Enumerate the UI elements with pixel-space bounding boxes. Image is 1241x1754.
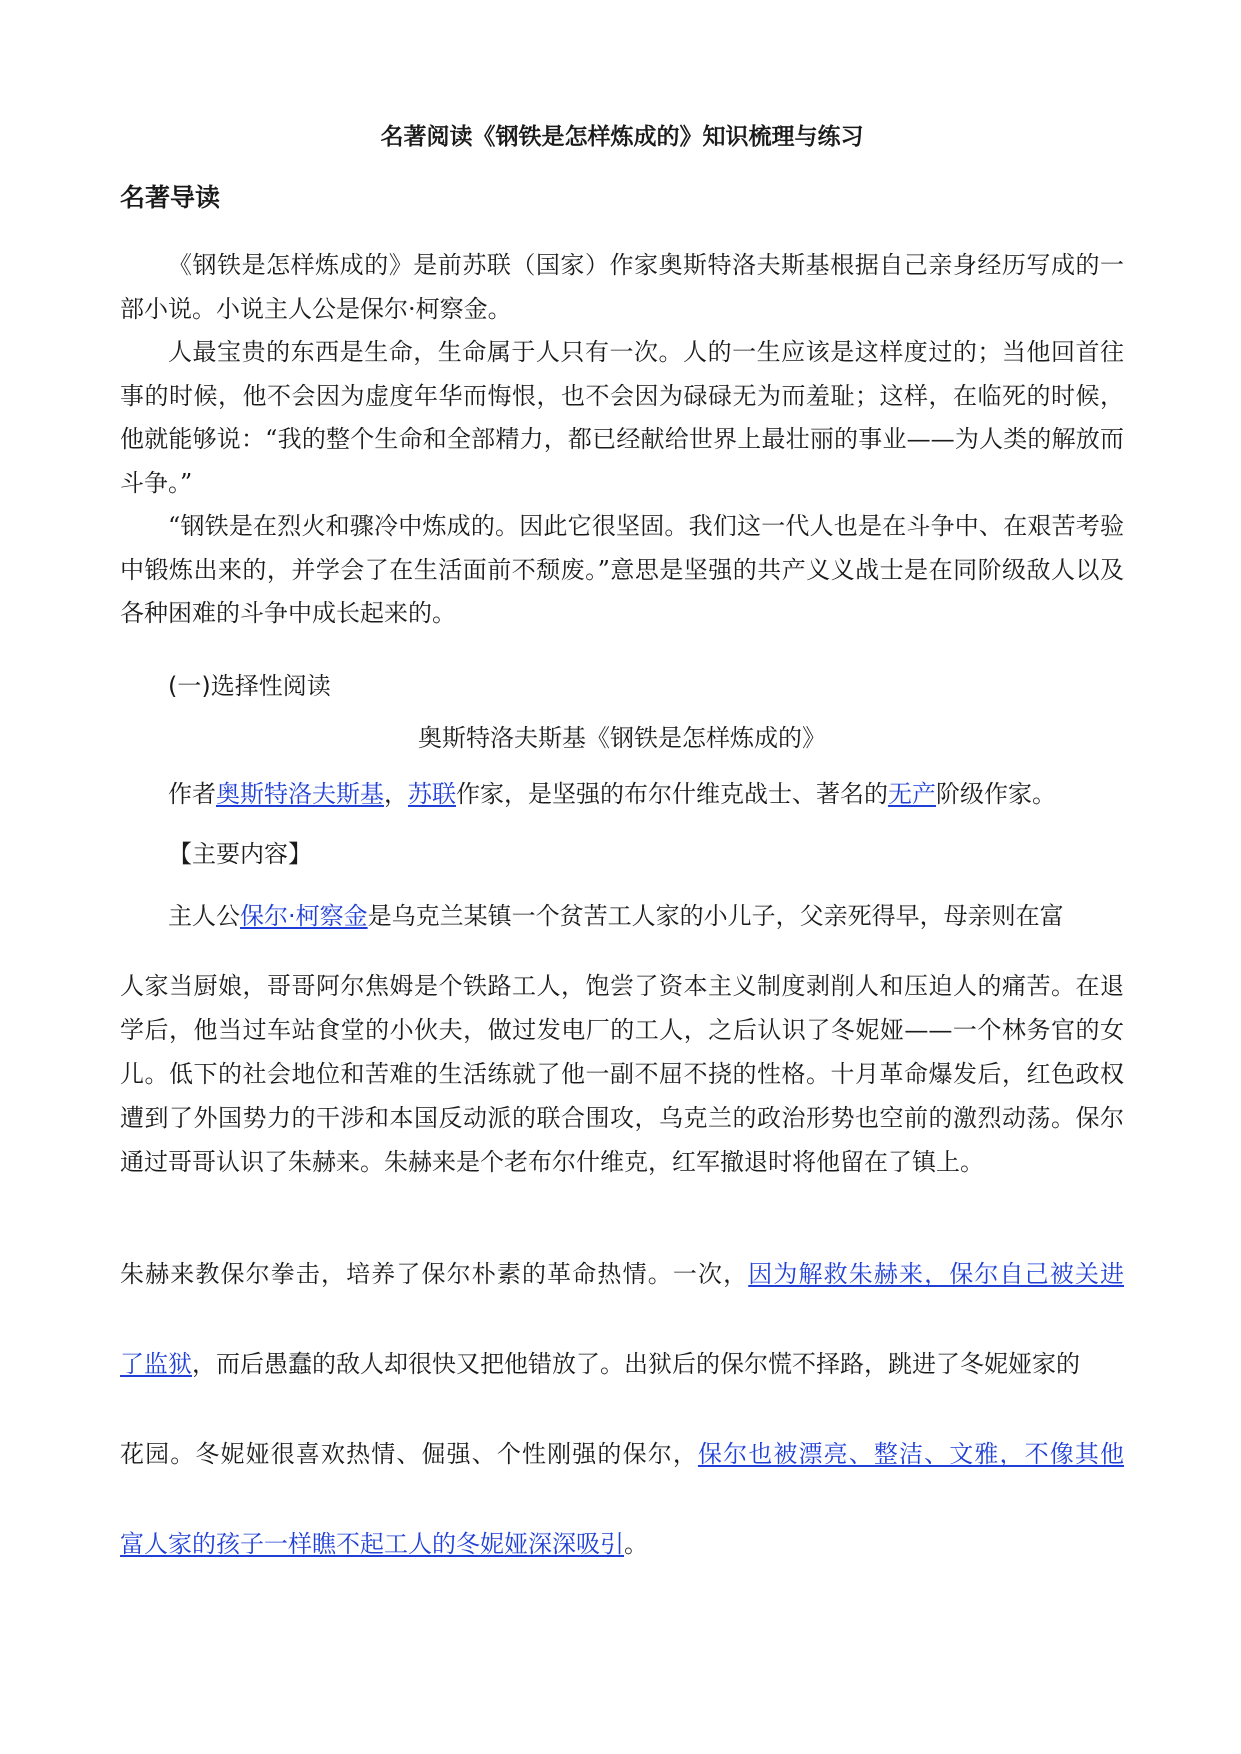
intro-paragraph-2: 人最宝贵的东西是生命，生命属于人只有一次。人的一生应该是这样度过的；当他回首往事的时候，他不会因为虚度年华而悔恨，也不会因为碌碌无为而羞耻；这样，在临死的时候，他就能够说：“我的整个生命和全部精力，都已经献给世界上最壮丽的事业——为人类的解放而斗争。” (120, 338, 1124, 497)
attraction-link[interactable]: 保尔也被漂亮、整洁、文雅，不像其他 (697, 1440, 1125, 1468)
content-line-1-prefix: 主人公 (168, 902, 240, 930)
content-line-6 (120, 1526, 648, 1562)
book-heading: 奥斯特洛夫斯基《钢铁是怎样炼成的》 (418, 724, 826, 752)
content-line-3-prefix: 朱赫来教保尔拳击，培养了保尔朴素的革命热情。一次， (120, 1260, 749, 1288)
author-line-suffix: 阶级作家。 (936, 780, 1056, 808)
author-link[interactable]: 奥斯特洛夫斯基 (216, 780, 384, 808)
content-line-5 (120, 1436, 1124, 1472)
section-heading: 名著导读 (120, 183, 221, 212)
content-line-1-suffix: 是乌克兰某镇一个贫苦工人家的小儿子，父亲死得早，母亲则在富 (367, 902, 1064, 930)
content-line-4 (120, 1346, 1080, 1382)
intro-paragraph-1: 《钢铁是怎样炼成的》是前苏联（国家）作家奥斯特洛夫斯基根据自己亲身经历写成的一部小说。小说主人公是保尔·柯察金。 (120, 251, 1124, 323)
content-line-4-suffix: ，而后愚蠢的敌人却很快又把他错放了。出狱后的保尔慌不择路，跳进了冬妮娅家的 (192, 1350, 1080, 1378)
author-line-comma: ， (384, 780, 408, 808)
intro-paragraph-3: “钢铁是在烈火和骤冷中炼成的。因此它很坚固。我们这一代人也是在斗争中、在艰苦考验中锻炼出来的，并学会了在生活面前不颓废。”意思是坚强的共产义义战士是在同阶级敌人以及各种困难的斗争中成长起来的。 (120, 512, 1124, 627)
author-line-prefix: 作者 (168, 780, 216, 808)
content-line-6-suffix: 。 (624, 1530, 648, 1558)
prison-link[interactable]: 了监狱 (120, 1350, 192, 1378)
content-line-3 (120, 1256, 1124, 1292)
country-link[interactable]: 苏联 (408, 780, 456, 808)
content-line-5-prefix: 花园。冬妮娅很喜欢热情、倔强、个性刚强的保尔， (120, 1440, 698, 1468)
tonya-link[interactable]: 富人家的孩子一样瞧不起工人的冬妮娅深深吸引 (120, 1530, 624, 1558)
content-paragraph-2: 人家当厨娘，哥哥阿尔焦姆是个铁路工人，饱尝了资本主义制度剥削人和压迫人的痛苦。在退学后，他当过车站食堂的小伙夫，做过发电厂的工人，之后认识了冬妮娅——一个林务官的女儿。低下的社会地位和苦难的生活练就了他一副不屈不挠的性格。十月革命爆发后，红色政权遭到了外国势力的干涉和本国反动派的联合围攻，乌克兰的政治形势也空前的激烈动荡。保尔通过哥哥认识了朱赫来。朱赫来是个老布尔什维克，红军撤退时将他留在了镇上。 (120, 972, 1124, 1176)
protagonist-link[interactable]: 保尔·柯察金 (240, 902, 368, 930)
author-line-middle: 作家，是坚强的布尔什维克战士、著名的 (456, 780, 888, 808)
author-line (168, 776, 1056, 812)
document-title: 名著阅读《钢铁是怎样炼成的》知识梳理与练习 (380, 124, 864, 150)
subsection-label: (一)选择性阅读 (168, 672, 331, 700)
proletariat-link[interactable]: 无产 (888, 780, 936, 808)
content-line-1 (168, 898, 1064, 934)
main-content-label: 【主要内容】 (168, 840, 312, 868)
rescue-link[interactable]: 因为解救朱赫来，保尔自己被关进 (748, 1260, 1125, 1288)
